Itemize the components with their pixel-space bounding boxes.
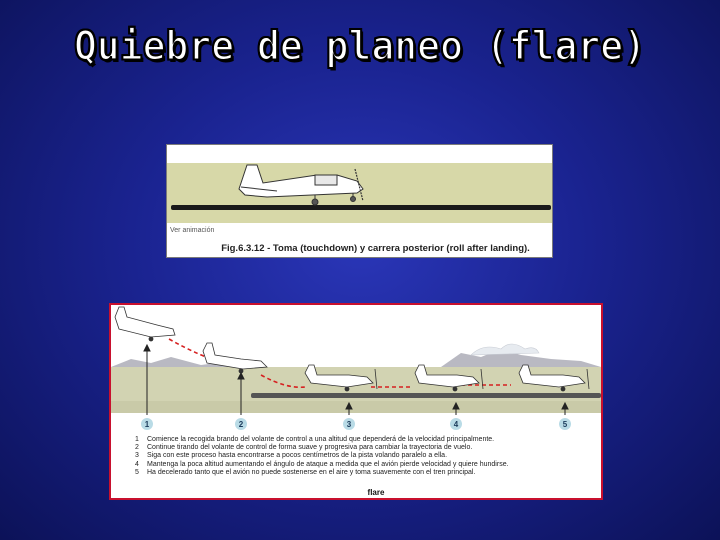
marker-5: 5 <box>562 420 568 429</box>
list-item: 1 Comience la recogida brando del volante de control a una altitud que dependerá de la velocidad principalmente. <box>135 436 495 443</box>
list-item: 4 Mantenga la poca altitud aumentando el ángulo de ataque a medida que el avión pierde velocidad y quiere hundirse. <box>135 460 509 468</box>
touchdown-illustration <box>167 145 553 258</box>
slide-title: Quiebre de planeo (flare) <box>74 22 646 70</box>
list-item: 5 Ha decelerado tanto que el avión no puede sostenerse en el aire y toma suavemente con el tren principal. <box>135 468 476 476</box>
marker-1: 1 <box>144 420 150 429</box>
figure-caption: Fig.6.3.12 - Toma (touchdown) y carrera posterior (roll after landing). <box>221 243 530 254</box>
flare-caption: flare <box>367 488 385 497</box>
marker-2: 2 <box>238 420 244 429</box>
list-item: 3 Siga con este proceso hasta encontrarse a pocos centímetros de la pista volando paralelo a ella. <box>135 452 448 460</box>
list-item: 2 Continue tirando del volante de control de forma suave y progresiva para cambiar la trayectoria de vuelo. <box>135 444 473 452</box>
flare-illustration <box>111 305 601 435</box>
view-animation-link[interactable]: Ver animación <box>170 227 215 234</box>
flare-steps-list <box>135 436 603 477</box>
marker-4: 4 <box>453 420 459 429</box>
touchdown-figure <box>166 144 553 258</box>
flare-figure <box>109 303 603 500</box>
marker-3: 3 <box>346 420 352 429</box>
